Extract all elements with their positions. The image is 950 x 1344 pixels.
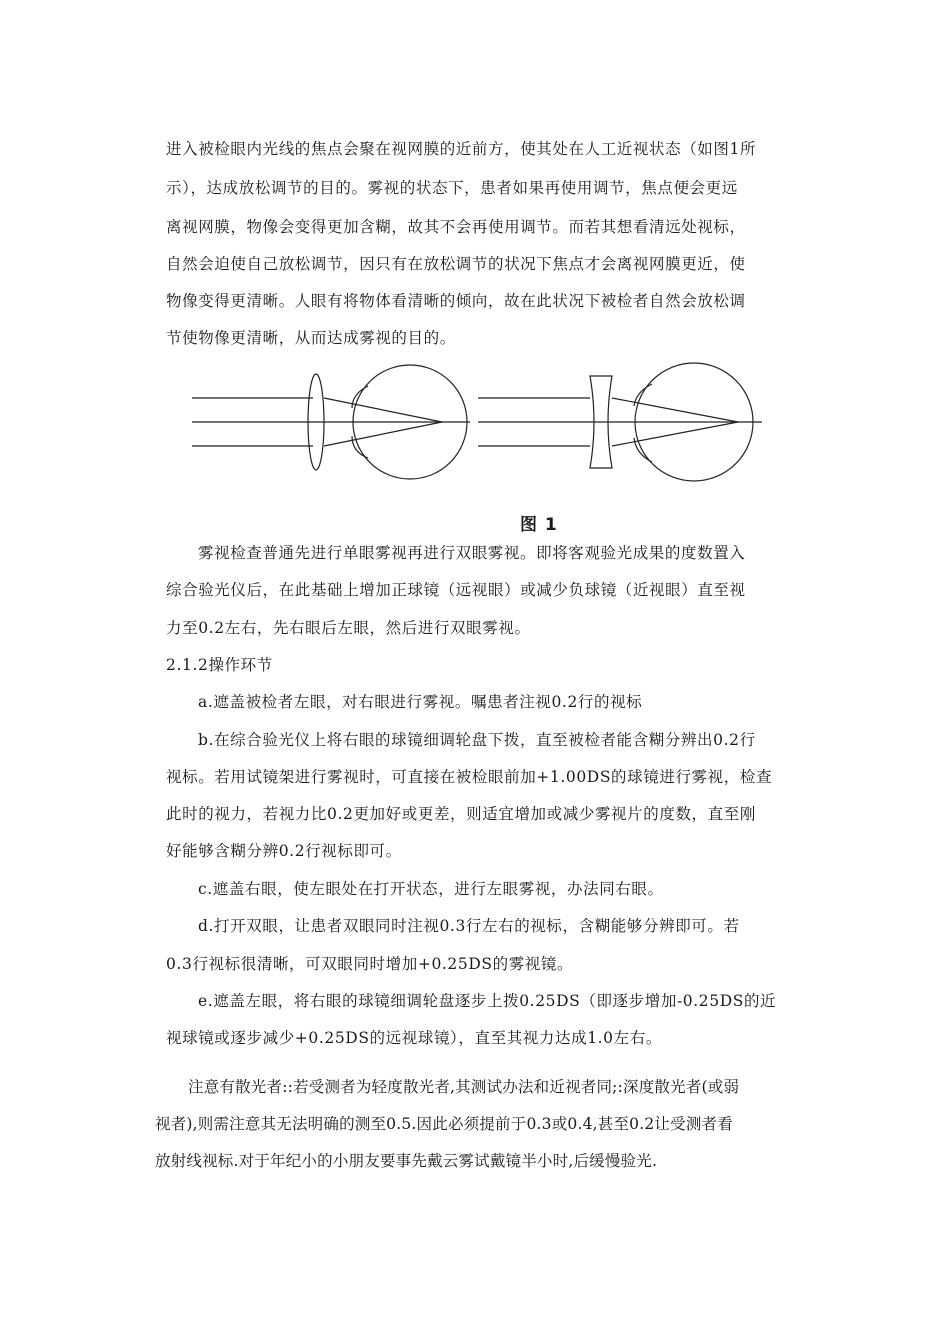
text-line: 离视网膜，物像会变得更加含糊，故其不会再使用调节。而若其想看清远处视标， bbox=[166, 218, 746, 236]
figure-eye-lens-diagram bbox=[0, 0, 950, 520]
section-heading: 2.1.2操作环节 bbox=[166, 656, 273, 674]
text-line: b.在综合验光仪上将右眼的球镜细调轮盘下拨，直至被检者能含糊分辨出0.2行 bbox=[198, 731, 756, 749]
text-line: 示），达成放松调节的目的。雾视的状态下，患者如果再使用调节，焦点便会更远 bbox=[166, 179, 738, 197]
text-line: 进入被检眼内光线的焦点会聚在视网膜的近前方，使其处在人工近视状态（如图1所 bbox=[166, 140, 757, 158]
text-line: e.遮盖左眼，将右眼的球镜细调轮盘逐步上拨0.25DS（即逐步增加-0.25DS的近 bbox=[198, 992, 777, 1010]
ray-line bbox=[324, 422, 442, 446]
text-line: d.打开双眼，让患者双眼同时注视0.3行左右的视标，含糊能够分辨即可。若 bbox=[198, 917, 740, 935]
text-line: 雾视检查普通先进行单眼雾视再进行双眼雾视。即将客观验光成果的度数置入 bbox=[198, 544, 746, 562]
text-line: c.遮盖右眼，使左眼处在打开状态，进行左眼雾视，办法同右眼。 bbox=[198, 880, 664, 898]
text-line: 自然会迫使自己放松调节，因只有在放松调节的状况下焦点才会离视网膜更近，使 bbox=[166, 255, 746, 273]
text-line: 视者),则需注意其无法明确的测至0.5.因此必须提前于0.3或0.4,甚至0.2让受测者看 bbox=[155, 1115, 733, 1133]
text-line: 节使物像更清晰，从而达成雾视的目的。 bbox=[166, 329, 456, 347]
text-line: 力至0.2左右，先右眼后左眼，然后进行双眼雾视。 bbox=[166, 619, 531, 637]
text-line: 物像变得更清晰。人眼有将物体看清晰的倾向，故在此状况下被检者自然会放松调 bbox=[166, 292, 746, 310]
text-line: a.遮盖被检者左眼，对右眼进行雾视。嘱患者注视0.2行的视标 bbox=[198, 693, 643, 711]
text-line: 视球镜或逐步减少+0.25DS的远视球镜），直至其视力达成1.0左右。 bbox=[166, 1029, 662, 1047]
text-line: 视标。若用试镜架进行雾视时，可直接在被检眼前加+1.00DS的球镜进行雾视，检查 bbox=[166, 768, 773, 786]
text-line: 注意有散光者::若受测者为轻度散光者,其测试办法和近视者同;:深度散光者(或弱 bbox=[188, 1078, 740, 1096]
text-line: 0.3行视标很清晰，可双眼同时增加+0.25DS的雾视镜。 bbox=[166, 955, 574, 973]
text-line: 好能够含糊分辨0.2行视标即可。 bbox=[166, 842, 402, 860]
text-line: 放射线视标.对于年纪小的小朋友要事先戴云雾试戴镜半小时,后缓慢验光. bbox=[155, 1152, 658, 1170]
text-line: 此时的视力，若视力比0.2更加好或更差，则适宜增加或减少雾视片的度数，直至刚 bbox=[166, 805, 756, 823]
text-line: 综合验光仪后，在此基础上增加正球镜（远视眼）或减少负球镜（近视眼）直至视 bbox=[166, 581, 746, 599]
figure-caption: 图 1 bbox=[520, 515, 558, 535]
ray-line bbox=[324, 398, 442, 422]
ray-line bbox=[612, 398, 738, 422]
ray-line bbox=[612, 422, 738, 446]
